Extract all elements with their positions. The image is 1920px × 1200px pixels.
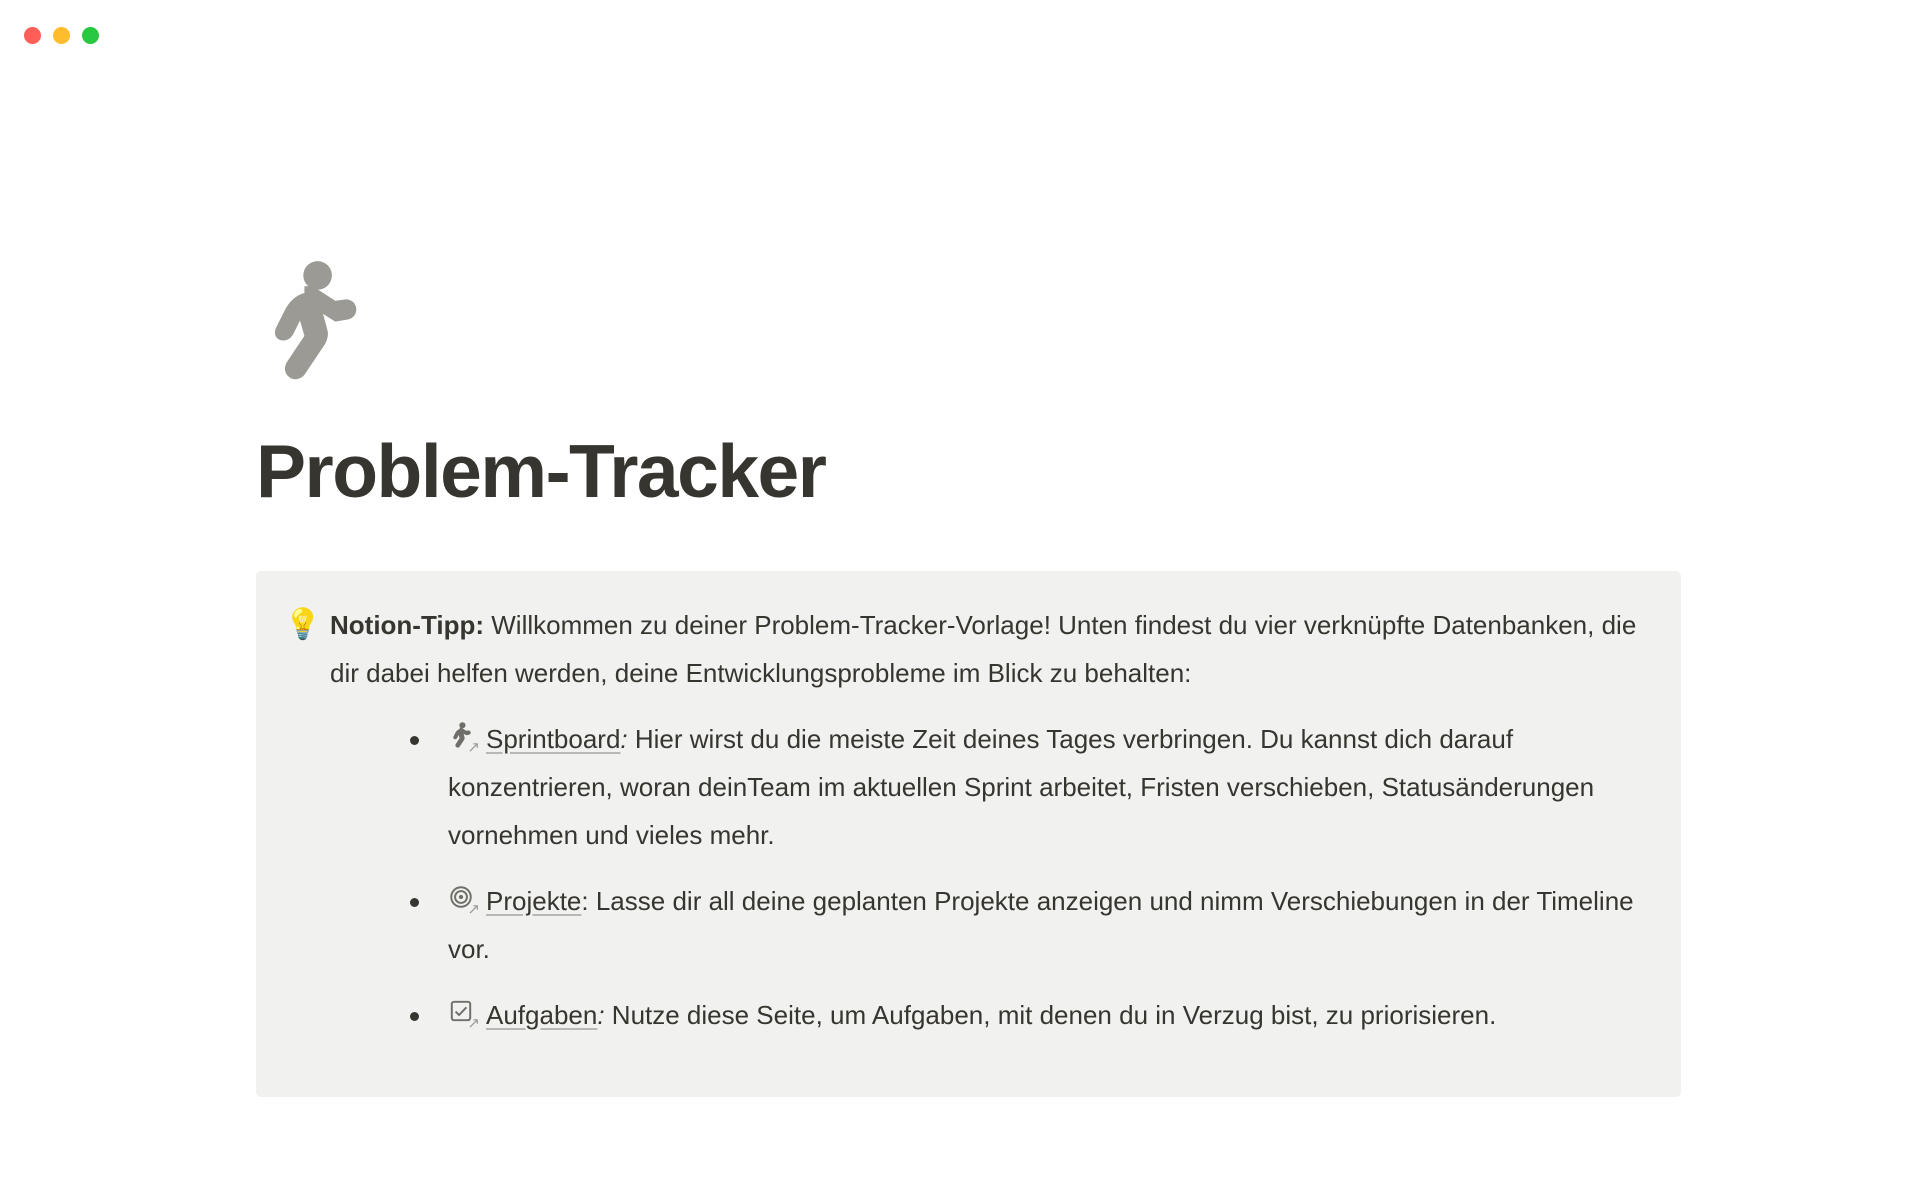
callout-text [330,601,1645,1057]
sprintboard-page-link[interactable]: Sprintboard [486,723,621,754]
maximize-window-button[interactable] [82,27,99,44]
page-body [0,260,1920,1097]
list-item-separator: : [597,999,605,1030]
list-item-separator: : [581,885,589,916]
aufgaben-page-link[interactable]: Aufgaben [486,999,598,1030]
callout-lead-label: Notion-Tipp: [330,609,485,640]
minimize-window-button[interactable] [53,27,70,44]
list-item [402,715,1645,859]
target-icon [448,884,480,918]
window-controls [24,27,99,44]
list-item-separator: : [620,723,628,754]
list-item-text: Nutze diese Seite, um Aufgaben, mit denen du in Verzug bist, zu priorisieren. [604,999,1497,1030]
running-person-icon [448,722,480,756]
window-titlebar [0,0,1920,70]
projekte-page-link[interactable]: Projekte [486,885,582,916]
running-person-icon[interactable] [256,260,366,380]
lightbulb-icon: 💡 [284,607,322,641]
callout-bullet-list [330,715,1645,1039]
callout-block [256,571,1681,1097]
list-item-text: Lasse dir all deine geplanten Projekte anzeigen und nimm Verschiebungen in der Timeline vor. [448,885,1634,964]
link-arrow-icon: ↗ [467,738,480,756]
list-item-text: Hier wirst du die meiste Zeit deines Tages verbringen. Du kannst dich darauf konzentrieren, woran deinTeam im aktuellen Sprint arbeitet, Fristen verschieben, Statusänderungen vornehmen und vieles mehr. [448,723,1595,850]
link-arrow-icon: ↗ [467,1014,480,1032]
page-title: Problem-Tracker [256,429,826,513]
callout-lead-text: Willkommen zu deiner Problem-Tracker-Vorlage! Unten findest du vier verknüpfte Datenbanken, die dir dabei helfen werden, deine Entwicklungsprobleme im Blick zu behalten: [330,609,1637,688]
link-arrow-icon: ↗ [467,900,480,918]
list-item [402,877,1645,973]
list-item [402,991,1645,1039]
checkbox-icon [448,998,480,1032]
close-window-button[interactable] [24,27,41,44]
